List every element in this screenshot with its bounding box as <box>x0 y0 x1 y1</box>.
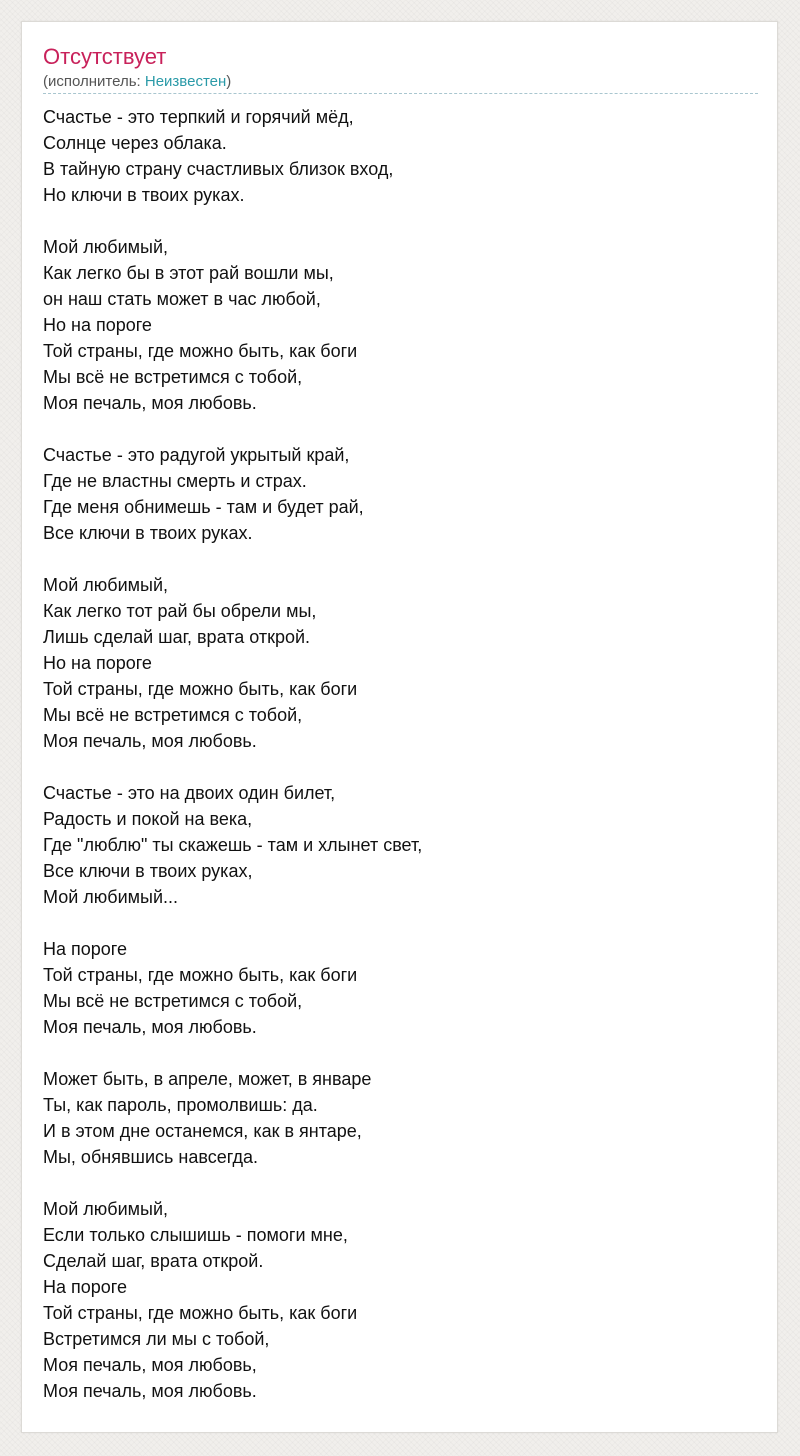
lyric-line: Ты, как пароль, промолвишь: да. <box>43 1095 318 1115</box>
lyric-line: Счастье - это радугой укрытый край, <box>43 445 350 465</box>
lyric-line: Той страны, где можно быть, как боги <box>43 1303 358 1323</box>
lyric-line: Все ключи в твоих руках, <box>43 861 253 881</box>
lyric-line: Где "люблю" ты скажешь - там и хлынет свет, <box>43 835 423 855</box>
lyric-line: Мой любимый, <box>43 575 168 595</box>
song-header <box>43 44 758 94</box>
lyric-line: Той страны, где можно быть, как боги <box>43 679 358 699</box>
song-title: Отсутствует <box>43 44 167 69</box>
lyric-line: Мы всё не встретимся с тобой, <box>43 367 303 387</box>
lyric-line: Все ключи в твоих руках. <box>43 523 253 543</box>
lyrics-stanza <box>43 104 758 208</box>
lyric-line: Сделай шаг, врата открой. <box>43 1251 264 1271</box>
lyric-line: Моя печаль, моя любовь, <box>43 1355 257 1375</box>
lyric-line: Мой любимый, <box>43 237 168 257</box>
lyric-line: На пороге <box>43 939 127 959</box>
lyric-line: Солнце через облака. <box>43 133 227 153</box>
lyric-line: Моя печаль, моя любовь. <box>43 731 257 751</box>
artist-suffix: ) <box>226 73 232 90</box>
lyric-line: Может быть, в апреле, может, в январе <box>43 1069 372 1089</box>
lyric-line: Где меня обнимешь - там и будет рай, <box>43 497 364 517</box>
lyric-line: Лишь сделай шаг, врата открой. <box>43 627 311 647</box>
artist-prefix: (исполнитель: <box>43 73 145 90</box>
lyric-line: Но на пороге <box>43 653 152 673</box>
lyric-line: Мы всё не встретимся с тобой, <box>43 705 303 725</box>
lyric-line: Но на пороге <box>43 315 152 335</box>
artist-line <box>43 72 758 94</box>
lyric-line: Счастье - это на двоих один билет, <box>43 783 336 803</box>
lyrics-stanza <box>43 442 758 546</box>
lyrics-stanza <box>43 1066 758 1170</box>
lyric-line: В тайную страну счастливых близок вход, <box>43 159 394 179</box>
lyric-line: Встретимся ли мы с тобой, <box>43 1329 270 1349</box>
lyrics-stanza <box>43 780 758 910</box>
lyric-line: Той страны, где можно быть, как боги <box>43 965 358 985</box>
lyric-line: он наш стать может в час любой, <box>43 289 321 309</box>
lyrics-stanza <box>43 234 758 416</box>
artist-link[interactable]: Неизвестен <box>144 73 227 90</box>
lyric-line: Мой любимый... <box>43 887 178 907</box>
lyric-line: Той страны, где можно быть, как боги <box>43 341 358 361</box>
lyric-line: Моя печаль, моя любовь. <box>43 393 257 413</box>
lyric-line: Мой любимый, <box>43 1199 168 1219</box>
lyric-line: Где не властны смерть и страх. <box>43 471 307 491</box>
lyric-line: Но ключи в твоих руках. <box>43 185 245 205</box>
lyrics-stanza <box>43 1196 758 1404</box>
lyric-line: Как легко бы в этот рай вошли мы, <box>43 263 334 283</box>
lyric-line: Счастье - это терпкий и горячий мёд, <box>43 107 354 127</box>
lyrics-stanza <box>43 936 758 1040</box>
lyric-line: И в этом дне останемся, как в янтаре, <box>43 1121 362 1141</box>
lyric-line: На пороге <box>43 1277 127 1297</box>
lyric-line: Моя печаль, моя любовь. <box>43 1017 257 1037</box>
lyric-line: Моя печаль, моя любовь. <box>43 1381 257 1401</box>
lyric-line: Как легко тот рай бы обрели мы, <box>43 601 317 621</box>
lyric-line: Если только слышишь - помоги мне, <box>43 1225 348 1245</box>
lyrics-stanza <box>43 572 758 754</box>
lyrics-card <box>21 21 778 1433</box>
lyric-line: Мы, обнявшись навсегда. <box>43 1147 258 1167</box>
lyrics-text <box>43 104 758 1430</box>
lyric-line: Радость и покой на века, <box>43 809 253 829</box>
lyric-line: Мы всё не встретимся с тобой, <box>43 991 303 1011</box>
